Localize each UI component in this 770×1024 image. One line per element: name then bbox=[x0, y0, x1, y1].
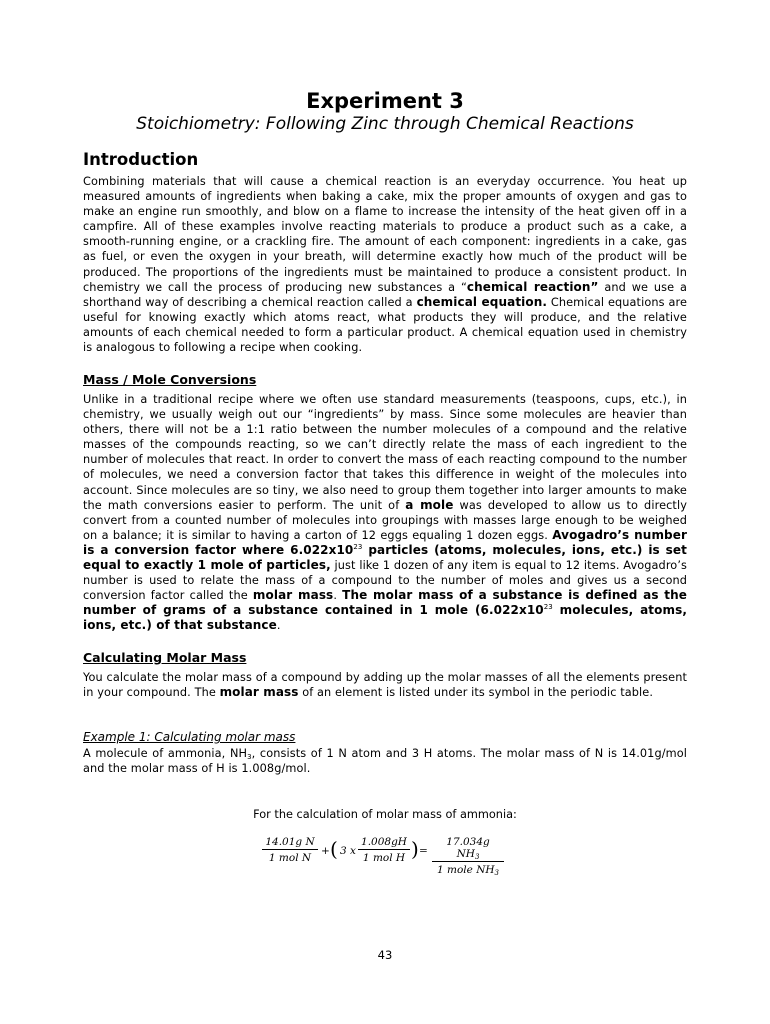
page-title: Experiment 3 bbox=[306, 89, 464, 113]
mass-mole-heading: Mass / Mole Conversions bbox=[83, 372, 257, 387]
close-paren: ) bbox=[411, 837, 419, 861]
calculating-molar-mass-heading: Calculating Molar Mass bbox=[83, 650, 247, 665]
mass-mole-paragraph: Unlike in a traditional recipe where we often use standard measurements (teaspoons, cups, etc.), in chemistry, we usually weigh out our “ingredients” by mass. Since some molecules are heavier than others, there will not be a 1:1 ratio between the number molecules of a compound and the relative masses of the compounds reacting, so we can’t directly relate the mass of each ingredient to the number of molecules that react. In order to convert the mass of each reacting compound to the number of molecules, we need a conversion factor that takes this difference in weight of the molecules into account. Since molecules are so tiny, we also need to group them together into larger amounts to make the math conversions easier to perform. The unit of a mole was developed to allow us to directly convert from a counted number of molecules into groupings with masses large enough to be weighed on a balance; it is similar to having a carton of 12 eggs equaling 1 dozen eggs. Avogadro’s number is a conversion factor where $6.022x10^{23}$ particles (atoms, molecules, ions, etc.) is set equal to exactly 1 mole of particles, just like 1 dozen of any item is equal to 12 items. Avogadro’s number is used to relate the mass of a compound to the number of moles and gives us a second conversion factor called the molar mass. The molar mass of a substance is defined as the number of grams of a substance contained in 1 mole ($6.022x10^{23}$ molecules, atoms, ions, etc.) of that substance. bbox=[83, 393, 688, 633]
plus-sign: + bbox=[321, 845, 330, 857]
example-paragraph: A molecule of ammonia, $NH_3$, consists of 1 N atom and 3 H atoms. The molar mass of N is 14.01g/mol and the molar mass of H is 1.008g/mol. bbox=[83, 747, 688, 776]
calculation-intro: For the calculation of molar mass of ammonia: bbox=[253, 808, 517, 821]
introduction-paragraph: Combining materials that will cause a chemical reaction is an everyday occurrence. You heat up measured amounts of ingredients when baking a cake, mix the proper amounts of oxygen and gas to make an engine run smoothly, and blow on a flame to increase the intensity of the heat given off in a campfire. All of these examples involve reacting materials to produce a product such as a cake, a smooth-running engine, or a crackling fire. The amount of each component: ingredients in a cake, gas as fuel, or even the oxygen in your breath, will determine exactly how much of the product will be produced. The proportions of the ingredients must be maintained to produce a consistent product. In chemistry we call the process of producing new substances a “chemical reaction” and we use a shorthand way of describing a chemical reaction called a chemical equation. Chemical equations are useful for knowing exactly which atoms react, what products they will produce, and the relative amounts of each chemical needed to form a particular product. A chemical equation used in chemistry is analogous to following a recipe when cooking. bbox=[83, 175, 688, 355]
fraction-nitrogen: 14.01g N 1 mol N bbox=[262, 836, 318, 864]
calculating-paragraph: You calculate the molar mass of a compound by adding up the molar masses of all the elements present in your compound. The molar mass of an element is listed under its symbol in the periodic table. bbox=[83, 671, 687, 700]
page-number: 43 bbox=[377, 948, 393, 962]
page-subtitle: Stoichiometry: Following Zinc through Chemical Reactions bbox=[136, 114, 634, 134]
three-times: 3 x bbox=[340, 845, 356, 857]
introduction-heading: Introduction bbox=[83, 150, 199, 169]
open-paren: ( bbox=[330, 837, 338, 861]
example-heading: Example 1: Calculating molar mass bbox=[83, 730, 296, 744]
fraction-ammonia: 17.034g $NH_3$ 1 mole $NH_3$ bbox=[432, 836, 504, 876]
fraction-hydrogen: 1.008gH 1 mol H bbox=[358, 836, 410, 864]
equals-sign: = bbox=[419, 845, 428, 857]
molar-mass-equation bbox=[262, 836, 512, 876]
